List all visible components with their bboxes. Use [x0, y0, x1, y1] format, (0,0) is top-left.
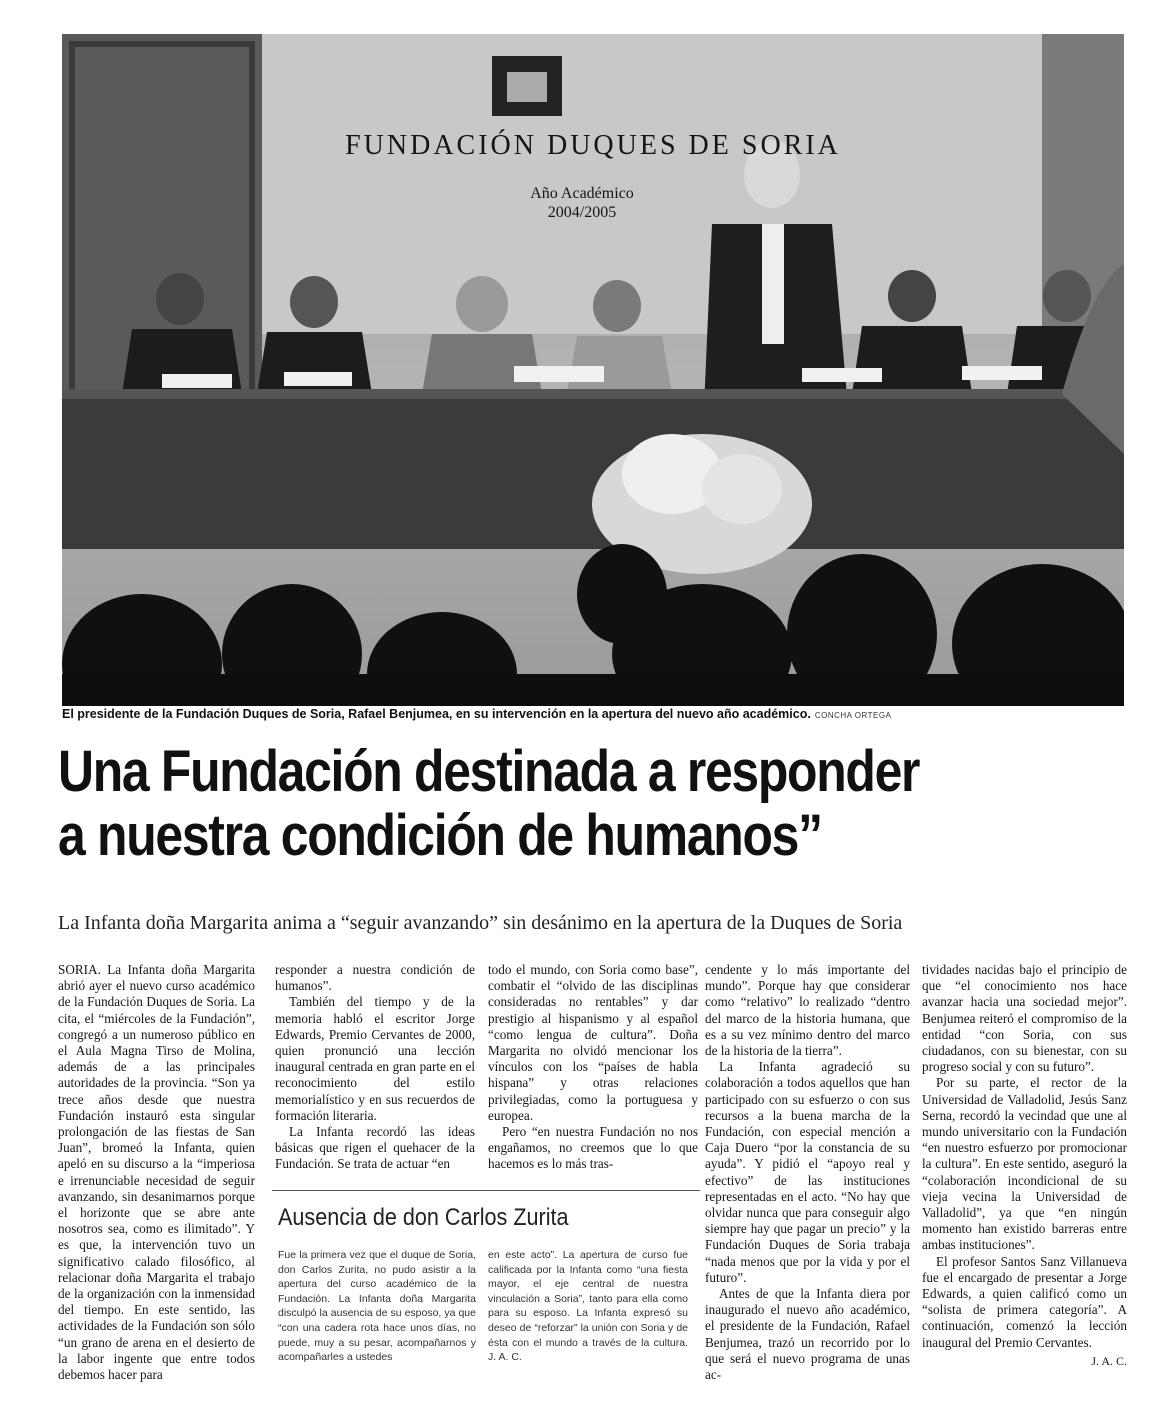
box-column-1: Fue la primera vez que el duque de Soria, don Carlos Zurita, no pudo asistir a la apertura del curso académico de la Fundación. La Infanta doña Margarita disculpó la ausencia de su esposo, ya que “con una cadera rota hace unos días, no puede, muy a su pesar, acompañarnos y acompañarles a ustedes — [278, 1249, 476, 1364]
subheadline: La Infanta doña Margarita anima a “seguir avanzando” sin desánimo en la apertura de la Duques de Soria — [58, 912, 903, 934]
caption-text: El presidente de la Fundación Duques de Soria, Rafael Benjumea, en su intervención en la apertura del nuevo año académico. — [62, 707, 811, 721]
column-4-paragraph: cendente y lo más importante del mundo”. Porque hay que considerar como “relativo” lo realizado “dentro del marco de la historia humana, que es a su vez mínimo dentro del marco de la historia de la tierra”. — [705, 962, 910, 1059]
box-title: Ausencia de don Carlos Zurita — [278, 1204, 569, 1231]
column-5-paragraph: El profesor Santos Sanz Villanueva fue el encargado de presentar a Jorge Edwards, a quien calificó como un “solista de primera categoría”. A continuación, comenzó la lección inaugural del Premio Cervantes. — [922, 1253, 1127, 1350]
column-1 — [58, 962, 255, 1383]
column-5-paragraph: tividades nacidas bajo el principio de que “el conocimiento nos hace avanzar hacia una sociedad mejor”. Benjumea reiteró el compromiso de la entidad “con Soria, con sus ciudadanos, con su bienestar, con su progreso social y con su futuro”. — [922, 962, 1127, 1075]
news-photo — [62, 34, 1124, 706]
column-2-paragraph: También del tiempo y de la memoria habló el escritor Jorge Edwards, Premio Cervantes de 2000, quien pronunció una lección inaugural centrada en gran parte en el reconocimiento del estilo memorialístico y en sus recuerdos de formación literaria. — [275, 994, 475, 1123]
column-2 — [275, 962, 475, 1173]
column-3-paragraph: todo el mundo, con Soria como base”, combatir el “olvido de las disciplinas consideradas no rentables” y dar prestigio al hispanismo y al español “como lengua de cultura”. Doña Margarita no olvidó mencionar los vínculos con los “países de habla hispana” y otras relaciones privilegiadas, como la portuguesa y europea. — [488, 962, 698, 1123]
headline-line1: Una Fundación destinada a responder — [58, 739, 920, 804]
headline — [58, 740, 978, 868]
column-4-paragraph: Antes de que la Infanta diera por inaugurado el nuevo año académico, el presidente de la Fundación, Rafael Benjumea, trazó un recorrido por lo que será el nuevo programa de unas ac- — [705, 1286, 910, 1383]
column-4-paragraph: La Infanta agradeció su colaboración a todos aquellos que han participado con su esfuerzo o con sus recursos a la buena marcha de la Fundación, con especial mención a Caja Duero “por la constancia de su ayuda”. Y pidió el “apoyo real y efectivo” de las instituciones representadas en el acto. “No hay que olvidar nunca que para conseguir algo siempre hay que pagar un precio” y la Fundación Duques de Soria trabaja “nada menos que por la vida y por el futuro”. — [705, 1059, 910, 1285]
photo-subtitle — [462, 184, 702, 222]
column-2-paragraph: La Infanta recordó las ideas básicas que rigen el quehacer de la Fundación. Se trata de actuar “en — [275, 1124, 475, 1172]
photo-subtitle-line2: 2004/2005 — [547, 204, 617, 221]
column-4 — [705, 962, 910, 1383]
box-top-rule — [272, 1190, 700, 1191]
column-5 — [922, 962, 1127, 1369]
column-3-paragraph: Pero “en nuestra Fundación no nos engañamos, no creemos que lo que hacemos es lo más tras- — [488, 1124, 698, 1172]
column-3 — [488, 962, 698, 1173]
photo-credit: CONCHA ORTEGA — [814, 711, 892, 720]
box-column-2: en este acto”. La apertura de curso fue calificada por la Infanta como “una fiesta mayor, el eje central de nuestra vinculación a Soria”, tanto para ella como para su esposo. La Infanta expresó su deseo de “reforzar” la unión con Soria y de ésta con el mundo a través de la cultura. J. A. C. — [488, 1249, 688, 1364]
author-signature: J. A. C. — [1091, 1353, 1127, 1368]
column-5-paragraph: Por su parte, el rector de la Universidad de Valladolid, Jesús Sanz Serna, recordó la vecindad que une al mundo universitario con la Fundación “en nuestro esfuerzo por promocionar la cultura”. En este sentido, aseguró la “colaboración incondicional de su vieja vecina la Universidad de Valladolid”, ya que “en ningún momento han existido barreras entre ambas instituciones”. — [922, 1075, 1127, 1253]
photo-subtitle-line1: Año Académico — [530, 185, 634, 202]
headline-line2: a nuestra condición de humanos” — [58, 803, 822, 868]
photo-banner-text: FUNDACIÓN DUQUES DE SORIA — [345, 130, 841, 161]
column-2-paragraph: responder a nuestra condición de humanos”. — [275, 962, 475, 994]
photo-caption — [62, 707, 1122, 727]
column-1-paragraph: SORIA. La Infanta doña Margarita abrió ayer el nuevo curso académico de la Fundación Duques de Soria. La cita, el “miércoles de la Fundación”, congregó a un numeroso público en el Aula Magna Tirso de Molina, además de a las principales autoridades de la provincia. “Son ya trece años desde que nuestra Fundación instauró esta singular prolongación de las fiestas de San Juan”, bromeó la Infanta, quien apeló en su discurso a la “imperiosa e irrenunciable necesidad de seguir avanzando, sin desanimarnos porque el horizonte que se abre ante nosotros sea, como es ilimitado”. Y es que, la intervención tuvo un significativo calado filosófico, al relacionar doña Margarita el trabajo de la organización con la inmensidad del tiempo. En este sentido, las actividades de la Fundación son sólo “un grano de arena en el desierto de la labor ingente que entre todos debemos hacer para — [58, 962, 255, 1383]
sidebar-box — [272, 1190, 702, 1410]
